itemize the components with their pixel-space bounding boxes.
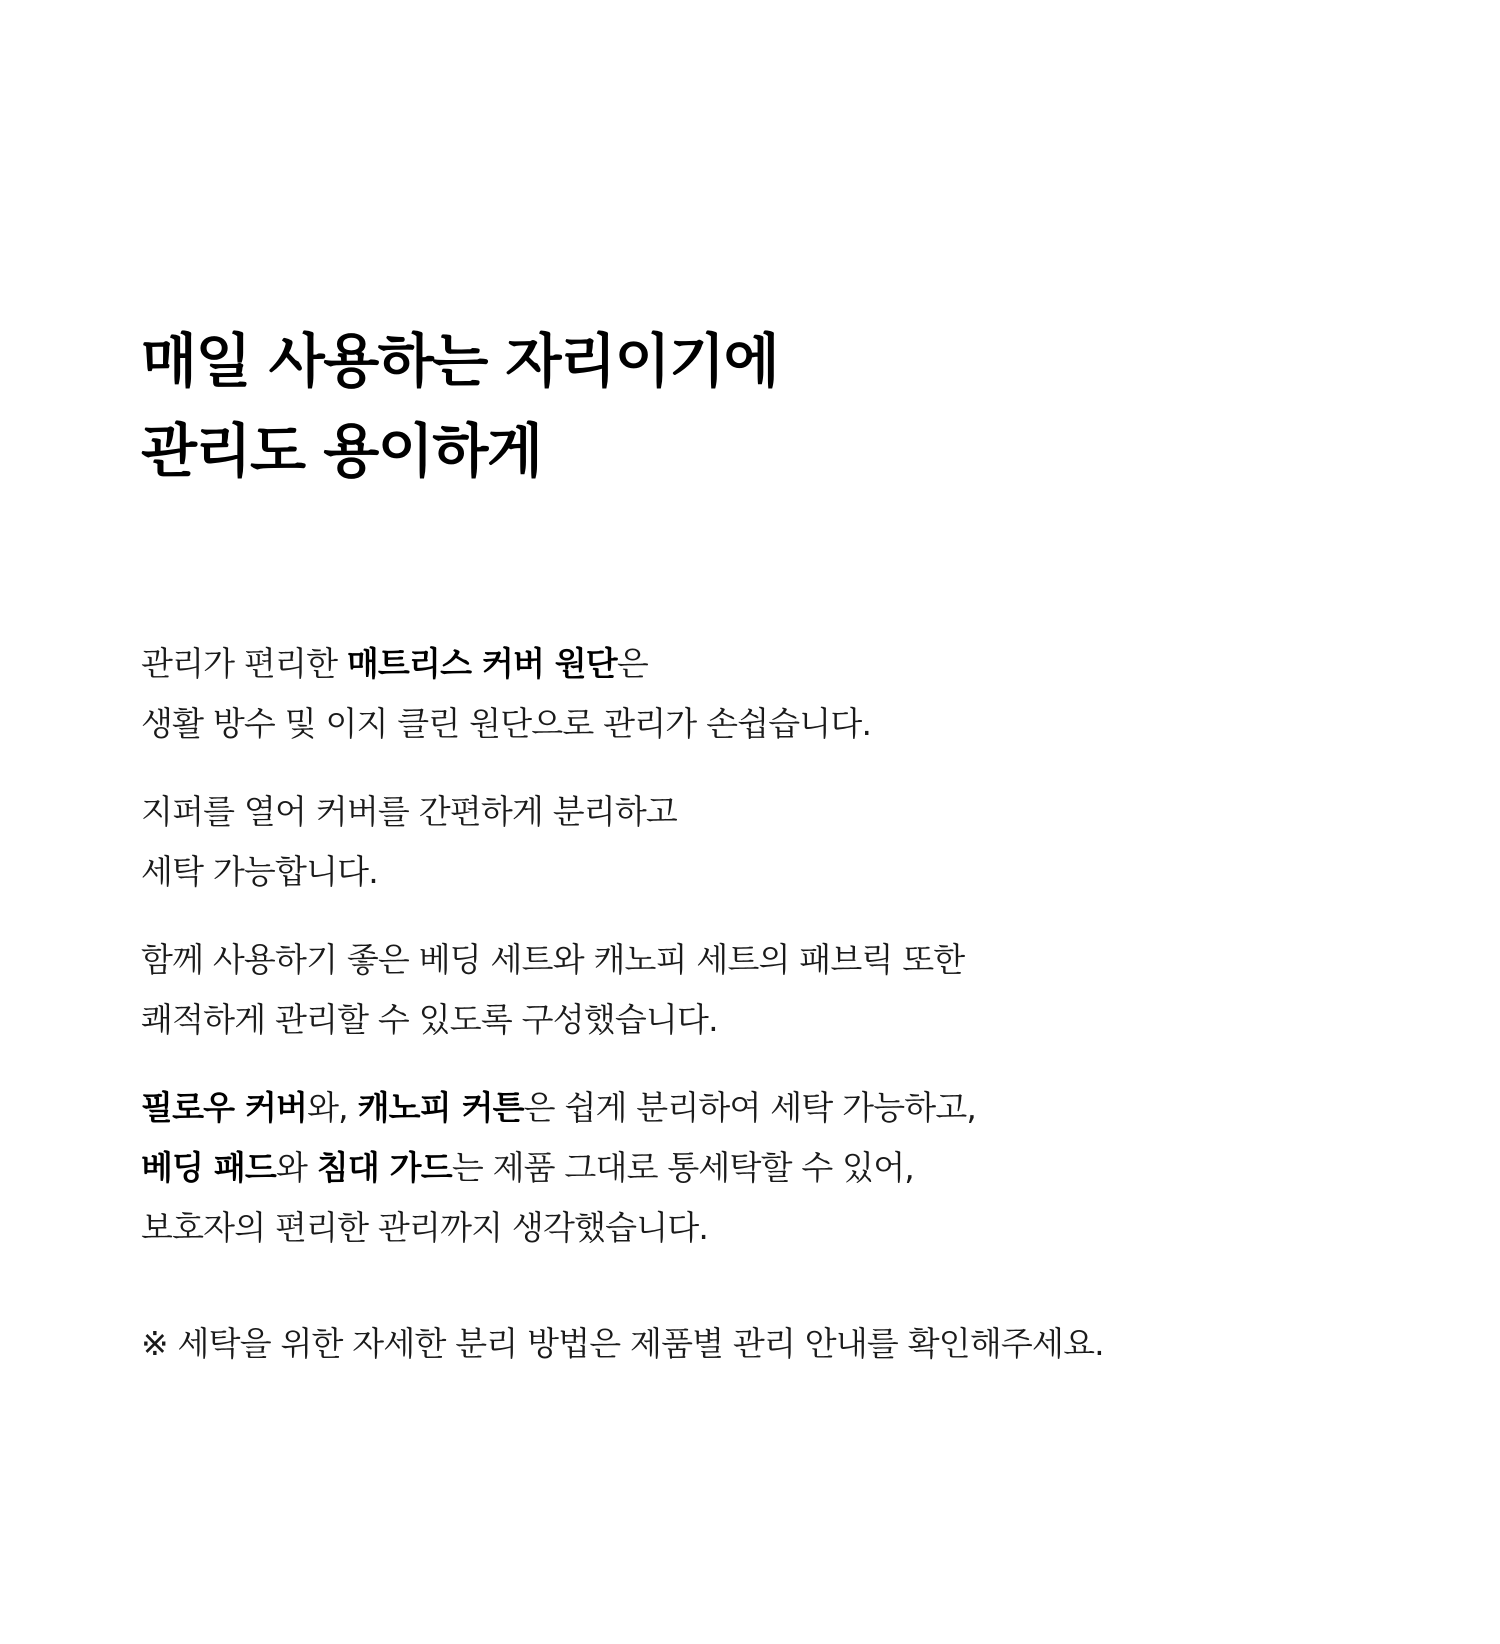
paragraph-1-line-1 — [141, 634, 1441, 694]
headline-line-1: 매일 사용하는 자리이기에 — [141, 327, 779, 395]
paragraph-4-line-3: 보호자의 편리한 관리까지 생각했습니다. — [141, 1208, 709, 1247]
bed-guard-emphasis: 침대 가드 — [316, 1148, 452, 1187]
paragraph-4-connector-2: 와 — [276, 1148, 317, 1187]
paragraph-4-line-1 — [141, 1078, 1441, 1138]
paragraph-zipper — [141, 782, 1441, 902]
main-content — [141, 316, 1441, 1374]
paragraph-4-text-1: 은 쉽게 분리하여 세탁 가능하고, — [523, 1088, 977, 1127]
paragraph-1-text: 관리가 편리한 — [141, 644, 347, 683]
paragraph-mattress-cover — [141, 634, 1441, 754]
headline-line-2: 관리도 용이하게 — [141, 417, 542, 485]
canopy-curtain-emphasis: 캐노피 커튼 — [357, 1088, 524, 1127]
paragraph-1-emphasis: 매트리스 커버 원단 — [346, 644, 617, 683]
paragraph-washing — [141, 1078, 1441, 1258]
paragraph-bedding-canopy — [141, 930, 1441, 1050]
paragraph-1-suffix: 은 — [616, 644, 648, 683]
paragraph-4-connector-1: 와, — [307, 1088, 358, 1127]
description-body — [141, 634, 1441, 1258]
bedding-pad-emphasis: 베딩 패드 — [141, 1148, 277, 1187]
paragraph-4-line-2 — [141, 1138, 1441, 1198]
page-headline — [141, 316, 1441, 496]
paragraph-1-line-2: 생활 방수 및 이지 클린 원단으로 관리가 손쉽습니다. — [141, 704, 872, 743]
washing-note: ※ 세탁을 위한 자세한 분리 방법은 제품별 관리 안내를 확인해주세요. — [141, 1324, 1104, 1363]
paragraph-4-text-2: 는 제품 그대로 통세탁할 수 있어, — [451, 1148, 914, 1187]
paragraph-2-line-2: 세탁 가능합니다. — [141, 852, 378, 891]
paragraph-2-line-1: 지퍼를 열어 커버를 간편하게 분리하고 — [141, 792, 678, 831]
pillow-cover-emphasis: 필로우 커버 — [141, 1088, 308, 1127]
paragraph-3-line-2: 쾌적하게 관리할 수 있도록 구성했습니다. — [141, 1000, 718, 1039]
paragraph-3-line-1: 함께 사용하기 좋은 베딩 세트와 캐노피 세트의 패브릭 또한 — [141, 940, 965, 979]
